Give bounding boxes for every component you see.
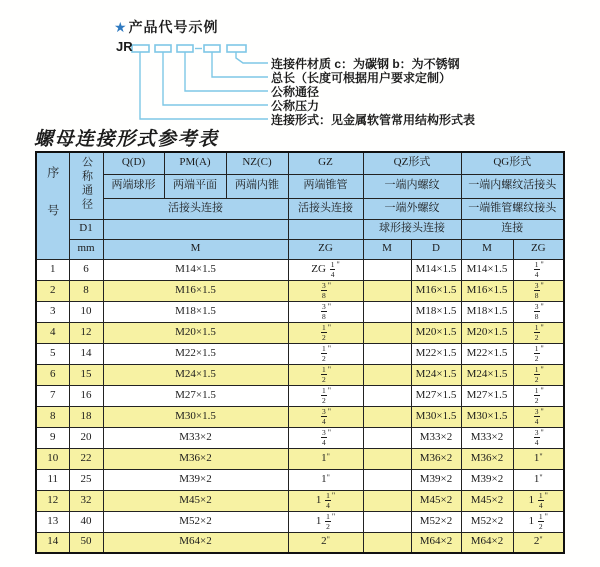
cell-seq: 14: [36, 532, 69, 553]
cell-seq: 9: [36, 427, 69, 448]
cell-qg-zg: 1": [513, 469, 564, 490]
cell-qg-m: M24×1.5: [461, 364, 513, 385]
cell-qg-m: M52×2: [461, 511, 513, 532]
code-box-4: [204, 45, 220, 52]
header-unit-zg: ZG: [288, 239, 363, 259]
cell-qg-zg: $\frac{1}{2}$ ": [513, 343, 564, 364]
cell-qz-d: M36×2: [411, 448, 461, 469]
header-seq: [36, 152, 69, 259]
cell-seq: 10: [36, 448, 69, 469]
cell-gz: $\frac{1}{2}$ ": [288, 364, 363, 385]
cell-m: M52×2: [103, 511, 288, 532]
nut-connection-table: [35, 151, 565, 554]
cell-seq: 1: [36, 259, 69, 280]
header-col-nz: NZ(C): [226, 152, 288, 174]
cell-qz-m: [363, 343, 411, 364]
callout-label-diameter: 公称通径: [271, 85, 320, 99]
cell-dn: 8: [69, 280, 103, 301]
header-d1: D1: [69, 219, 103, 239]
cell-m: M45×2: [103, 490, 288, 511]
code-box-2: [155, 45, 171, 52]
cell-gz: $\frac{1}{2}$ ": [288, 322, 363, 343]
cell-qz-m: [363, 322, 411, 343]
cell-seq: 6: [36, 364, 69, 385]
cell-gz: 1": [288, 448, 363, 469]
table-row: [36, 448, 564, 469]
table-title: 螺母连接形式参考表: [34, 129, 219, 150]
star-icon: ★: [114, 19, 128, 35]
header-q-desc: 两端球形: [103, 174, 164, 198]
header-mm: mm: [69, 239, 103, 259]
cell-m: M30×1.5: [103, 406, 288, 427]
table-row: [36, 301, 564, 322]
cell-qg-m: M20×1.5: [461, 322, 513, 343]
cell-qz-d: M14×1.5: [411, 259, 461, 280]
cell-dn: 22: [69, 448, 103, 469]
header-qz-desc3: 球形接头连接: [363, 219, 461, 239]
header-row-2: [36, 174, 564, 198]
cell-gz: 1 $\frac{1}{2}$ ": [288, 511, 363, 532]
callout-line-length: [212, 52, 268, 77]
cell-seq: 8: [36, 406, 69, 427]
cell-qz-m: [363, 301, 411, 322]
cell-m: M14×1.5: [103, 259, 288, 280]
callout-label-material: 连接件材质 c：为碳钢 b：为不锈钢: [271, 57, 460, 71]
cell-gz: ZG $\frac{1}{4}$ ": [288, 259, 363, 280]
code-box-5: [227, 45, 246, 52]
cell-qz-d: M20×1.5: [411, 322, 461, 343]
header-col-gz: GZ: [288, 152, 363, 174]
cell-qg-m: M16×1.5: [461, 280, 513, 301]
cell-qz-m: [363, 490, 411, 511]
cell-m: M22×1.5: [103, 343, 288, 364]
cell-qz-d: M64×2: [411, 532, 461, 553]
cell-qz-d: M39×2: [411, 469, 461, 490]
callout-label-form: 连接形式：见金属软管常用结构形式表: [271, 113, 476, 127]
table-row: [36, 322, 564, 343]
cell-m: M36×2: [103, 448, 288, 469]
table-row: [36, 427, 564, 448]
cell-qz-m: [363, 511, 411, 532]
cell-gz: $\frac{1}{2}$ ": [288, 343, 363, 364]
cell-seq: 13: [36, 511, 69, 532]
code-box-1: [132, 45, 149, 52]
header-union-desc: 活接头连接: [103, 198, 288, 219]
cell-dn: 12: [69, 322, 103, 343]
cell-qz-d: M33×2: [411, 427, 461, 448]
header-qz-desc1: 一端内螺纹: [363, 174, 461, 198]
cell-qg-zg: $\frac{3}{4}$ ": [513, 427, 564, 448]
cell-qg-zg: $\frac{1}{2}$ ": [513, 322, 564, 343]
cell-qz-d: M27×1.5: [411, 385, 461, 406]
cell-qz-m: [363, 532, 411, 553]
header-nz-desc: 两端内锥: [226, 174, 288, 198]
header-gz-desc: 两端锥管: [288, 174, 363, 198]
cell-qz-m: [363, 280, 411, 301]
table-row: [36, 406, 564, 427]
cell-m: M27×1.5: [103, 385, 288, 406]
cell-qz-d: M24×1.5: [411, 364, 461, 385]
diagram-heading: [114, 17, 219, 37]
cell-dn: 10: [69, 301, 103, 322]
header-qz-desc2: 一端外螺纹: [363, 198, 461, 219]
cell-gz: 1 $\frac{1}{4}$ ": [288, 490, 363, 511]
header-col-qg: QG形式: [461, 152, 564, 174]
cell-seq: 11: [36, 469, 69, 490]
header-empty-1: [103, 219, 288, 239]
header-unit-m: M: [103, 239, 288, 259]
cell-qz-d: M22×1.5: [411, 343, 461, 364]
cell-qz-m: [363, 364, 411, 385]
cell-dn: 25: [69, 469, 103, 490]
table-row: [36, 469, 564, 490]
cell-m: M64×2: [103, 532, 288, 553]
table-row: [36, 280, 564, 301]
cell-qg-zg: $\frac{1}{2}$ ": [513, 364, 564, 385]
header-dn-label: 公称通径: [80, 155, 93, 212]
cell-dn: 16: [69, 385, 103, 406]
cell-dn: 20: [69, 427, 103, 448]
cell-dn: 18: [69, 406, 103, 427]
header-unit-qg-zg: ZG: [513, 239, 564, 259]
header-col-pm: PM(A): [164, 152, 226, 174]
cell-m: M24×1.5: [103, 364, 288, 385]
header-col-qz: QZ形式: [363, 152, 461, 174]
cell-qg-m: M39×2: [461, 469, 513, 490]
header-row-3: [36, 198, 564, 219]
table-row: [36, 532, 564, 553]
cell-gz: 2": [288, 532, 363, 553]
table-row: [36, 343, 564, 364]
cell-qg-zg: $\frac{3}{4}$ ": [513, 406, 564, 427]
cell-dn: 6: [69, 259, 103, 280]
header-row-1: [36, 152, 564, 174]
cell-qg-zg: 1 $\frac{1}{2}$ ": [513, 511, 564, 532]
cell-dn: 14: [69, 343, 103, 364]
cell-seq: 5: [36, 343, 69, 364]
cell-qg-m: M30×1.5: [461, 406, 513, 427]
cell-m: M18×1.5: [103, 301, 288, 322]
callout-line-form: [140, 52, 268, 119]
callout-label-length: 总长（长度可根据用户要求定制）: [271, 71, 452, 85]
cell-qg-m: M36×2: [461, 448, 513, 469]
cell-qg-m: M14×1.5: [461, 259, 513, 280]
cell-qz-m: [363, 406, 411, 427]
cell-m: M33×2: [103, 427, 288, 448]
table-header: [36, 152, 564, 259]
table-body: [36, 259, 564, 553]
header-qg-desc1: 一端内螺纹活接头: [461, 174, 564, 198]
cell-seq: 7: [36, 385, 69, 406]
cell-dn: 32: [69, 490, 103, 511]
table-row: [36, 385, 564, 406]
cell-qg-m: M18×1.5: [461, 301, 513, 322]
cell-qg-zg: $\frac{3}{8}$ ": [513, 301, 564, 322]
cell-gz: $\frac{3}{8}$ ": [288, 280, 363, 301]
cell-qg-zg: 2": [513, 532, 564, 553]
table-row: [36, 511, 564, 532]
code-box-3: [177, 45, 193, 52]
cell-qz-m: [363, 385, 411, 406]
header-row-4: [36, 219, 564, 239]
cell-qg-m: M33×2: [461, 427, 513, 448]
cell-dn: 50: [69, 532, 103, 553]
cell-gz: 1": [288, 469, 363, 490]
cell-gz: $\frac{3}{4}$ ": [288, 427, 363, 448]
cell-qg-zg: $\frac{1}{4}$ ": [513, 259, 564, 280]
cell-dn: 15: [69, 364, 103, 385]
header-pm-desc: 两端平面: [164, 174, 226, 198]
table-row: [36, 490, 564, 511]
cell-qg-m: M45×2: [461, 490, 513, 511]
cell-seq: 12: [36, 490, 69, 511]
cell-seq: 3: [36, 301, 69, 322]
cell-gz: $\frac{3}{4}$ ": [288, 406, 363, 427]
header-unit-qz-m: M: [363, 239, 411, 259]
cell-qz-d: M30×1.5: [411, 406, 461, 427]
cell-qg-m: M64×2: [461, 532, 513, 553]
callout-line-pressure: [163, 52, 268, 105]
product-code: JR: [116, 39, 133, 54]
cell-qz-m: [363, 259, 411, 280]
diagram-heading-text: 产品代号示例: [128, 19, 219, 35]
header-row-5: [36, 239, 564, 259]
callout-line-diameter: [185, 52, 268, 91]
callout-line-material: [236, 52, 268, 63]
cell-seq: 2: [36, 280, 69, 301]
cell-qz-d: M52×2: [411, 511, 461, 532]
table-row: [36, 364, 564, 385]
cell-qg-zg: 1": [513, 448, 564, 469]
cell-seq: 4: [36, 322, 69, 343]
table-row: [36, 259, 564, 280]
cell-qg-zg: 1 $\frac{1}{4}$ ": [513, 490, 564, 511]
cell-m: M39×2: [103, 469, 288, 490]
cell-qz-d: M18×1.5: [411, 301, 461, 322]
cell-dn: 40: [69, 511, 103, 532]
cell-qz-d: M45×2: [411, 490, 461, 511]
cell-qg-m: M22×1.5: [461, 343, 513, 364]
cell-qz-m: [363, 448, 411, 469]
cell-qz-m: [363, 469, 411, 490]
cell-m: M16×1.5: [103, 280, 288, 301]
cell-gz: $\frac{3}{8}$ ": [288, 301, 363, 322]
header-qg-desc3: 连接: [461, 219, 564, 239]
header-unit-qz-d: D: [411, 239, 461, 259]
header-empty-2: [288, 219, 363, 239]
cell-qg-zg: $\frac{1}{2}$ ": [513, 385, 564, 406]
header-dn: [69, 152, 103, 219]
cell-gz: $\frac{1}{2}$ ": [288, 385, 363, 406]
callout-label-pressure: 公称压力: [271, 99, 320, 113]
cell-qz-d: M16×1.5: [411, 280, 461, 301]
cell-qg-zg: $\frac{3}{8}$ ": [513, 280, 564, 301]
cell-m: M20×1.5: [103, 322, 288, 343]
header-gz-desc2: 活接头连接: [288, 198, 363, 219]
cell-qg-m: M27×1.5: [461, 385, 513, 406]
cell-qz-m: [363, 427, 411, 448]
header-seq-label: 序号: [45, 165, 60, 242]
header-qg-desc2: 一端锥管螺纹接头: [461, 198, 564, 219]
header-col-q: Q(D): [103, 152, 164, 174]
header-unit-qg-m: M: [461, 239, 513, 259]
